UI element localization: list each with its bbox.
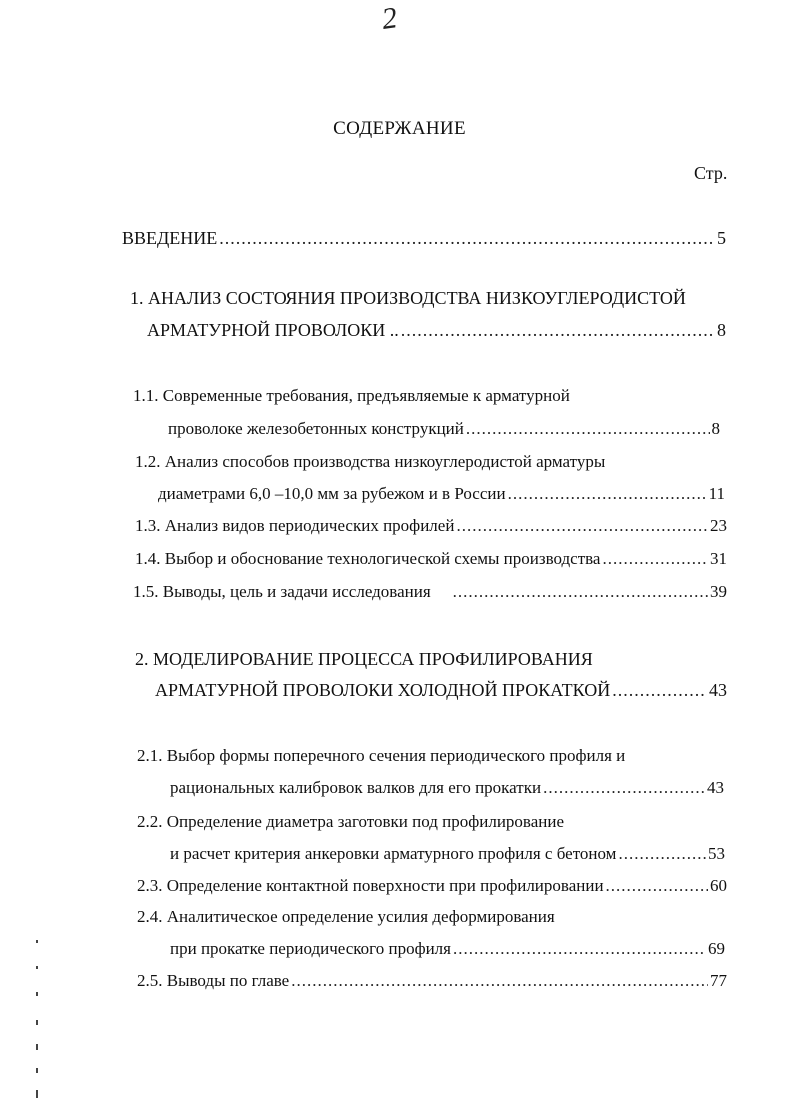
toc-entry-section-2-1 [170, 778, 724, 802]
toc-entry-section-2-5 [137, 971, 727, 995]
leader-dots [606, 876, 708, 896]
toc-entry-section-1-2 [158, 484, 725, 508]
section-1-2-line1: 1.2. Анализ способов производства низкоуглеродистой арматуры [135, 452, 606, 471]
toc-entry-text: 2.5. Выводы по главе [137, 971, 290, 990]
leader-dots [602, 549, 708, 569]
leader-dots [453, 939, 706, 959]
section-2-4-line1: 2.4. Аналитическое определение усилия деформирования [137, 907, 555, 926]
toc-entry-text: рациональных калибровок валков для его прокатки [170, 778, 542, 797]
page-column-label: Стр. [694, 163, 728, 183]
toc-entry-text: при прокатке периодического профиля [170, 939, 451, 958]
leader-dots [456, 516, 708, 536]
toc-entry-section-1-3 [135, 516, 727, 540]
toc-page-number: 43 [709, 680, 727, 700]
toc-entry-section-1-4 [135, 549, 727, 573]
toc-entry-section-1-5 [133, 582, 727, 606]
toc-entry-text: 1.3. Анализ видов периодических профилей [135, 516, 455, 535]
toc-entry-text: АРМАТУРНОЙ ПРОВОЛОКИ .. [147, 320, 399, 340]
scan-margin-marks [36, 940, 42, 1110]
toc-entry-section-2-4 [170, 939, 725, 963]
leader-dots [543, 778, 705, 798]
leader-dots [508, 484, 707, 504]
toc-entry-section-2-2 [170, 844, 725, 868]
toc-page-number: 11 [708, 484, 725, 503]
toc-entry-text: и расчет критерия анкеровки арматурного профиля с бетоном [170, 844, 617, 863]
chapter-2-title-line1: 2. МОДЕЛИРОВАНИЕ ПРОЦЕССА ПРОФИЛИРОВАНИЯ [135, 649, 593, 669]
toc-page-number: 5 [717, 228, 726, 248]
toc-page-number: 8 [717, 320, 726, 340]
page-title: СОДЕРЖАНИЕ [333, 118, 466, 139]
toc-entry-section-2-3 [137, 876, 727, 900]
toc-entry-text: АРМАТУРНОЙ ПРОВОЛОКИ ХОЛОДНОЙ ПРОКАТКОЙ [155, 680, 611, 700]
toc-entry-text: проволоке железобетонных конструкций [168, 419, 464, 438]
toc-page-number: 31 [710, 549, 727, 568]
toc-entry-section-1-1 [168, 419, 720, 443]
section-2-2-line1: 2.2. Определение диаметра заготовки под профилирование [137, 812, 565, 831]
section-1-1-line1: 1.1. Современные требования, предъявляемые к арматурной [133, 386, 570, 405]
toc-page-number: 69 [708, 939, 725, 958]
leader-dots [291, 971, 708, 991]
leader-dots [618, 844, 706, 864]
toc-page-number: 53 [708, 844, 725, 863]
leader-dots [612, 680, 707, 701]
chapter-1-title-line1: 1. АНАЛИЗ СОСТОЯНИЯ ПРОИЗВОДСТВА НИЗКОУГЛЕРОДИСТОЙ [130, 288, 686, 308]
toc-entry-intro [122, 228, 726, 252]
handwritten-page-number: 2 [379, 1, 400, 36]
toc-entry-text: 2.3. Определение контактной поверхности при профилировании [137, 876, 604, 895]
toc-page-number: 39 [710, 582, 727, 601]
leader-dots [219, 228, 715, 249]
leader-dots [466, 419, 710, 439]
toc-entry-text: диаметрами 6,0 –10,0 мм за рубежом и в России [158, 484, 506, 503]
section-2-1-line1: 2.1. Выбор формы поперечного сечения периодического профиля и [137, 746, 626, 765]
toc-entry-chapter-1 [147, 320, 726, 344]
toc-page-number: 43 [707, 778, 724, 797]
toc-entry-text: 1.4. Выбор и обоснование технологической схемы производства [135, 549, 601, 568]
toc-page-number: 8 [711, 419, 720, 438]
leader-dots [401, 320, 715, 341]
toc-page-number: 77 [710, 971, 727, 990]
toc-entry-chapter-2 [155, 680, 727, 704]
toc-entry-text: 1.5. Выводы, цель и задачи исследования [133, 582, 431, 601]
toc-page-number: 23 [710, 516, 727, 535]
toc-entry-text: ВВЕДЕНИЕ [122, 228, 218, 248]
toc-page-number: 60 [710, 876, 727, 895]
leader-dots [453, 582, 708, 602]
